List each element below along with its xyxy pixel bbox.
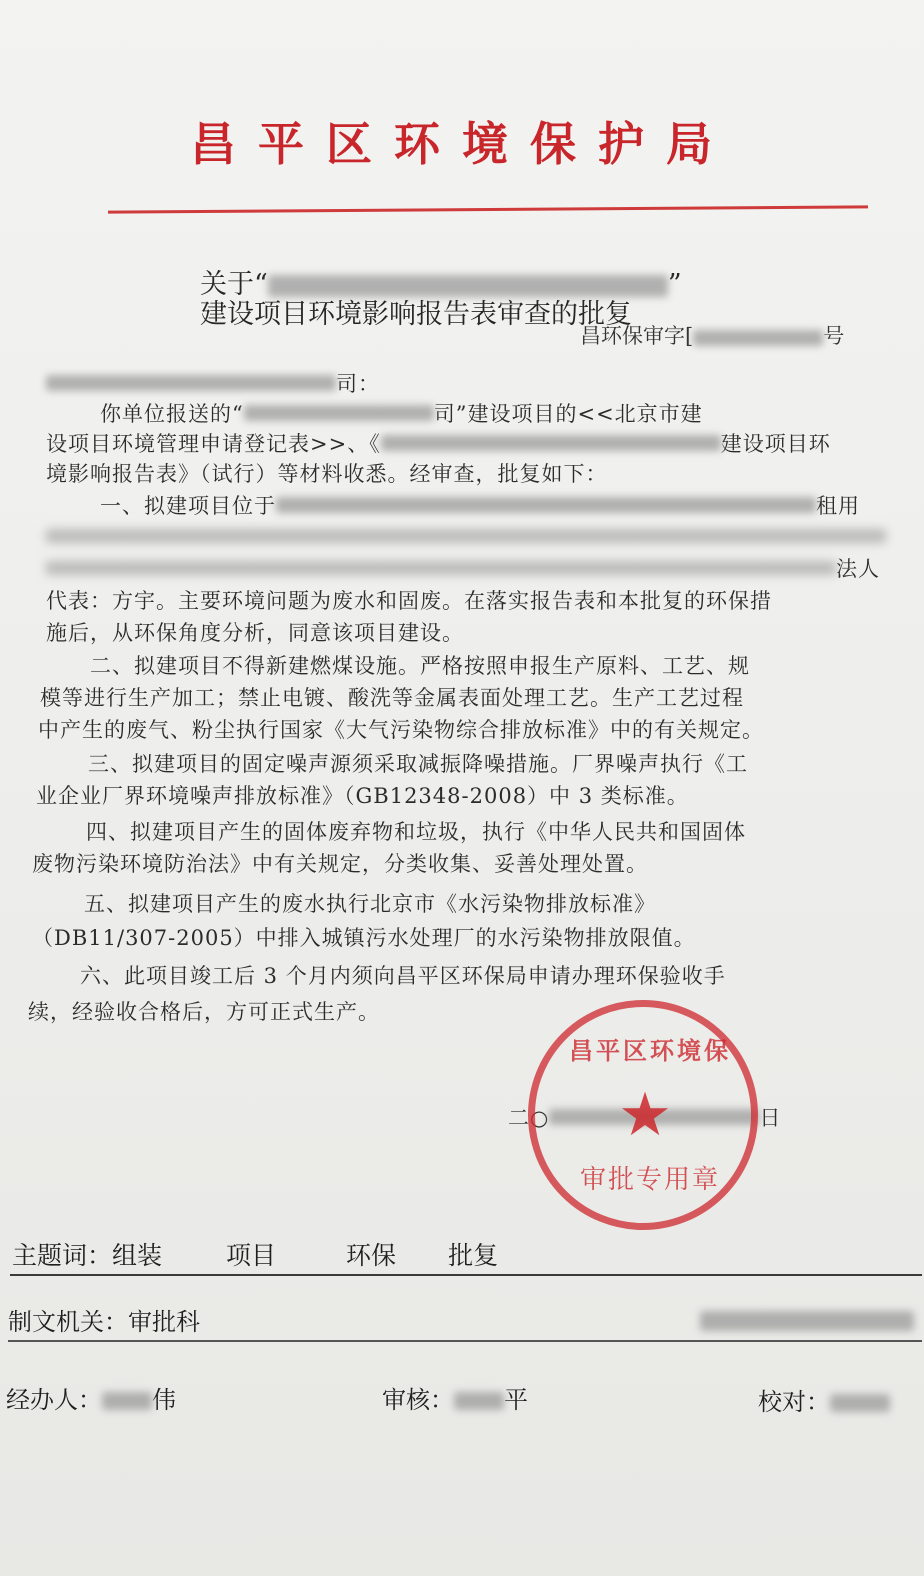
body-line: 五、拟建项目产生的废水执行北京市《水污染物排放标准》: [84, 892, 656, 916]
body-line: 代表：方宇。主要环境问题为废水和固废。在落实报告表和本批复的环保措: [46, 589, 772, 613]
divider: [8, 1340, 922, 1342]
body-line: 中产生的废气、粉尘执行国家《大气污染物综合排放标准》中的有关规定。: [38, 718, 764, 742]
body-line: 境影响报告表》（试行）等材料收悉。经审查，批复如下：: [46, 462, 608, 486]
body-line: 二、拟建项目不得新建燃煤设施。严格按照申报生产原料、工艺、规: [90, 654, 750, 678]
official-seal: [528, 1000, 758, 1230]
body-line: （DB11/307-2005）中排入城镇污水处理厂的水污染物排放限值。: [32, 926, 696, 950]
redacted-issuer-date: [700, 1310, 914, 1331]
keyword: 环保: [346, 1241, 397, 1270]
redacted-text: [700, 1311, 914, 1331]
proofreader-label: 校对：: [758, 1388, 830, 1416]
issue-date: 二○ 日: [508, 1106, 782, 1130]
body-line: 法人: [46, 553, 880, 583]
proofreader-field: [758, 1382, 890, 1417]
reviewer-label: 审核：: [382, 1386, 454, 1414]
body-line: 废物污染环境防治法》中有关规定，分类收集、妥善处理处置。: [32, 852, 648, 876]
body-line: 四、拟建项目产生的固体废弃物和垃圾，执行《中华人民共和国固体: [86, 820, 746, 844]
body-line: 六、此项目竣工后 3 个月内须向昌平区环保局申请办理环保验收手: [80, 964, 726, 988]
keyword: 批复: [448, 1241, 499, 1270]
seal-top-text: 昌平区环境保: [569, 1037, 731, 1065]
redacted-addressee: [46, 375, 336, 391]
handler-name-visible: 伟: [152, 1386, 176, 1414]
body-line: 续，经验收合格后，方可正式生产。: [28, 1000, 380, 1024]
redacted-line: [46, 561, 836, 575]
keywords-row: [12, 1236, 498, 1272]
keyword: 项目: [226, 1241, 277, 1270]
redacted-name: [830, 1394, 890, 1412]
redacted-doc-number: [693, 330, 823, 346]
body-line-redacted: [46, 522, 886, 546]
body-line: 设项目环境管理申请登记表>>、《 建设项目环: [46, 432, 831, 456]
redacted-name: [102, 1392, 152, 1410]
body-line: 施后，从环保角度分析，同意该项目建设。: [46, 621, 464, 645]
header-red-rule: [108, 205, 868, 213]
star-icon: ★: [618, 1080, 672, 1150]
reviewer-name-visible: 平: [504, 1386, 528, 1414]
divider: [10, 1274, 922, 1276]
redacted-name: [454, 1392, 504, 1410]
body-line: 三、拟建项目的固定噪声源须采取减振降噪措施。厂界噪声执行《工: [88, 752, 748, 776]
redacted-text: [381, 435, 721, 451]
addressee: 司：: [46, 368, 380, 398]
handler-label: 经办人：: [6, 1386, 102, 1414]
handler-field: [6, 1380, 176, 1415]
body-line: 你单位报送的“ 司”建设项目的<<北京市建: [100, 402, 703, 426]
body-line: 一、拟建项目位于 租用: [100, 494, 860, 518]
keyword: 组装: [112, 1241, 163, 1270]
seal-bottom-text: 审批专用章: [579, 1165, 720, 1195]
redacted-text: [244, 405, 434, 421]
subject-line-2: 建设项目环境影响报告表审查的批复: [200, 299, 632, 330]
issuing-authority-title: 昌平区环境保护局: [190, 117, 734, 171]
document-number: 昌环保审字[ 号: [580, 324, 845, 348]
keywords-label: 主题词：: [12, 1241, 113, 1270]
body-line: 业企业厂界环境噪声排放标准》（GB12348-2008）中 3 类标准。: [36, 784, 689, 808]
redacted-line: [46, 529, 886, 543]
issuer-row: [8, 1302, 200, 1337]
subject-line-1: 关于“ ”: [200, 269, 682, 300]
reviewer-field: [382, 1380, 528, 1415]
body-line: 模等进行生产加工；禁止电镀、酸洗等金属表面处理工艺。生产工艺过程: [40, 686, 744, 710]
issuer-label: 制文机关：: [8, 1308, 128, 1336]
redacted-text: [276, 497, 816, 513]
issuer-value: 审批科: [128, 1308, 200, 1336]
